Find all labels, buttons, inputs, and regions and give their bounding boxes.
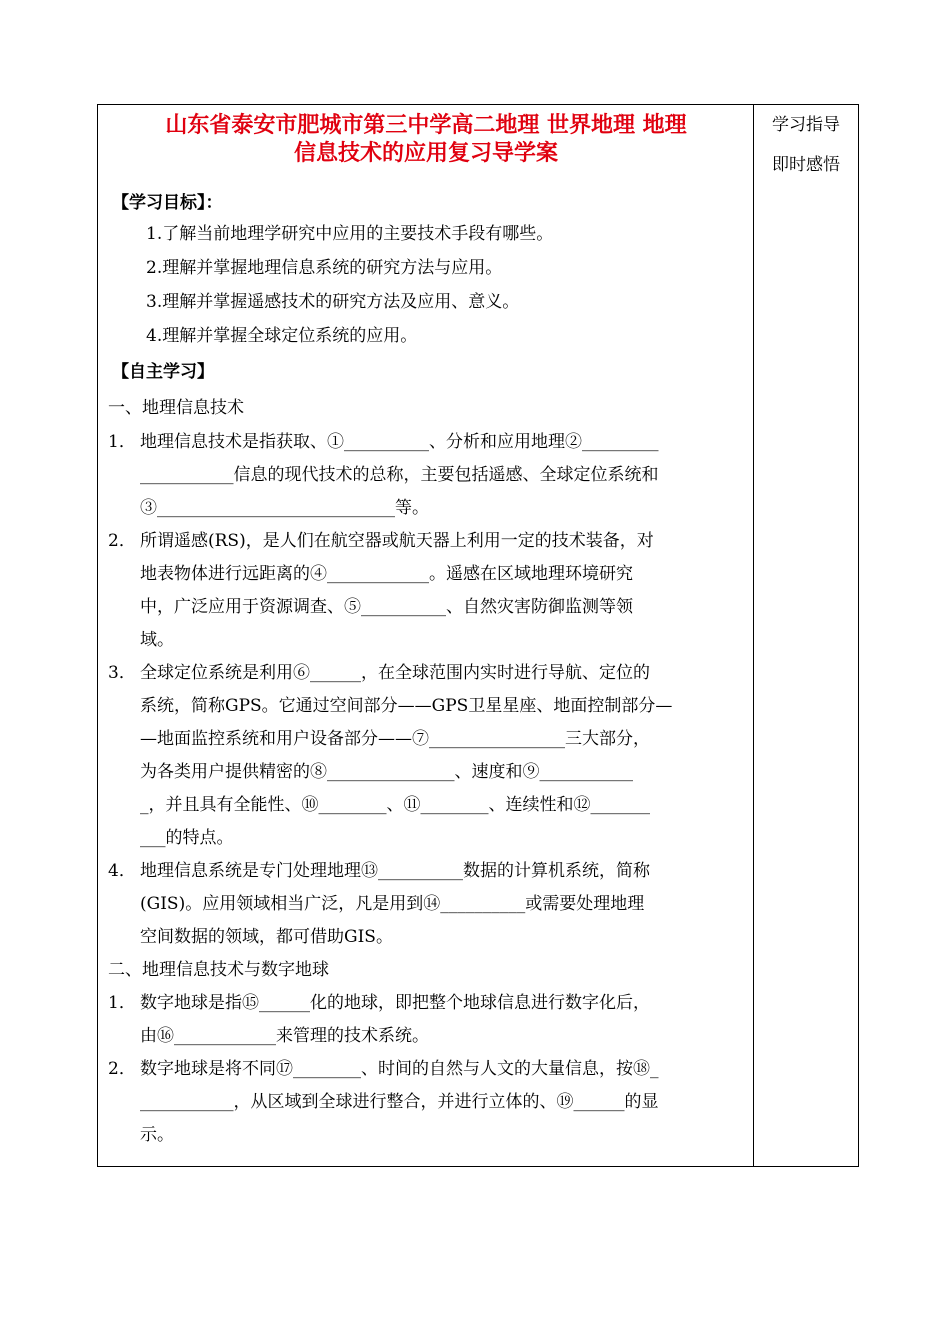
item-line: 域。 xyxy=(140,630,174,650)
item-number: 3． xyxy=(108,663,136,683)
item-line: 所谓遥感(RS)，是人们在航空器或航天器上利用一定的技术装备，对 xyxy=(140,531,654,551)
item-number: 2． xyxy=(108,531,136,551)
title-line-2: 信息技术的应用复习导学案 xyxy=(293,140,558,166)
objective-item: 1.了解当前地理学研究中应用的主要技术手段有哪些。 xyxy=(146,224,554,244)
item-line: ___________信息的现代技术的总称，主要包括遥感、全球定位系统和 xyxy=(140,465,659,485)
item-number: 2． xyxy=(108,1059,136,1079)
item-line: 由⑯____________来管理的技术系统。 xyxy=(140,1026,429,1046)
main-column xyxy=(98,105,754,1166)
item-line: —地面监控系统和用户设备部分——⑦________________三大部分， xyxy=(140,729,650,749)
item-line: 空间数据的领域，都可借助GIS。 xyxy=(140,927,393,947)
item-number: 4． xyxy=(108,861,136,881)
side-label-guidance: 学习指导 xyxy=(772,115,840,135)
item-line: 中，广泛应用于资源调查、⑤__________、自然灾害防御监测等领 xyxy=(140,597,633,617)
page-title xyxy=(98,111,754,167)
item-line: 数字地球是指⑮______化的地球，即把整个地球信息进行数字化后， xyxy=(140,993,650,1013)
item-line: (GIS)。应用领域相当广泛，凡是用到⑭__________或需要处理地理 xyxy=(140,894,645,914)
item-number: 1． xyxy=(108,432,136,452)
item-line: ___的特点。 xyxy=(140,828,234,848)
item-line: 系统，简称GPS。它通过空间部分——GPS卫星星座、地面控制部分— xyxy=(140,696,673,716)
objective-item: 2.理解并掌握地理信息系统的研究方法与应用。 xyxy=(146,258,503,278)
item-line: 数字地球是将不同⑰________、时间的自然与人文的大量信息，按⑱_ xyxy=(140,1059,659,1079)
item-line: 示。 xyxy=(140,1125,174,1145)
worksheet-table xyxy=(97,104,859,1167)
title-line-1: 山东省泰安市肥城市第三中学高二地理 世界地理 地理 xyxy=(165,112,687,138)
item-line: ___________，从区域到全球进行整合，并进行立体的、⑲______的显 xyxy=(140,1092,659,1112)
objective-item: 3.理解并掌握遥感技术的研究方法及应用、意义。 xyxy=(146,292,520,312)
section-heading: 二、地理信息技术与数字地球 xyxy=(108,960,329,980)
item-line: 地理信息系统是专门处理地理⑬__________数据的计算机系统，简称 xyxy=(140,861,650,881)
side-label-reflection: 即时感悟 xyxy=(772,155,840,175)
section-heading: 一、地理信息技术 xyxy=(108,398,244,418)
item-line: 地表物体进行远距离的④____________。遥感在区域地理环境研究 xyxy=(140,564,633,584)
objectives-heading: 【学习目标】： xyxy=(112,193,223,213)
item-line: 为各类用户提供精密的⑧_______________、速度和⑨___________ xyxy=(140,762,633,782)
item-line: ③____________________________等。 xyxy=(140,498,429,518)
item-line: 全球定位系统是利用⑥______，在全球范围内实时进行导航、定位的 xyxy=(140,663,650,683)
objective-item: 4.理解并掌握全球定位系统的应用。 xyxy=(146,326,418,346)
item-line: _，并且具有全能性、⑩________、⑪________、连续性和⑫_______ xyxy=(140,795,650,815)
item-line: 地理信息技术是指获取、①__________、分析和应用地理②_________ xyxy=(140,432,659,452)
item-number: 1． xyxy=(108,993,136,1013)
side-column xyxy=(754,105,858,1166)
self-study-heading: 【自主学习】 xyxy=(112,362,214,382)
